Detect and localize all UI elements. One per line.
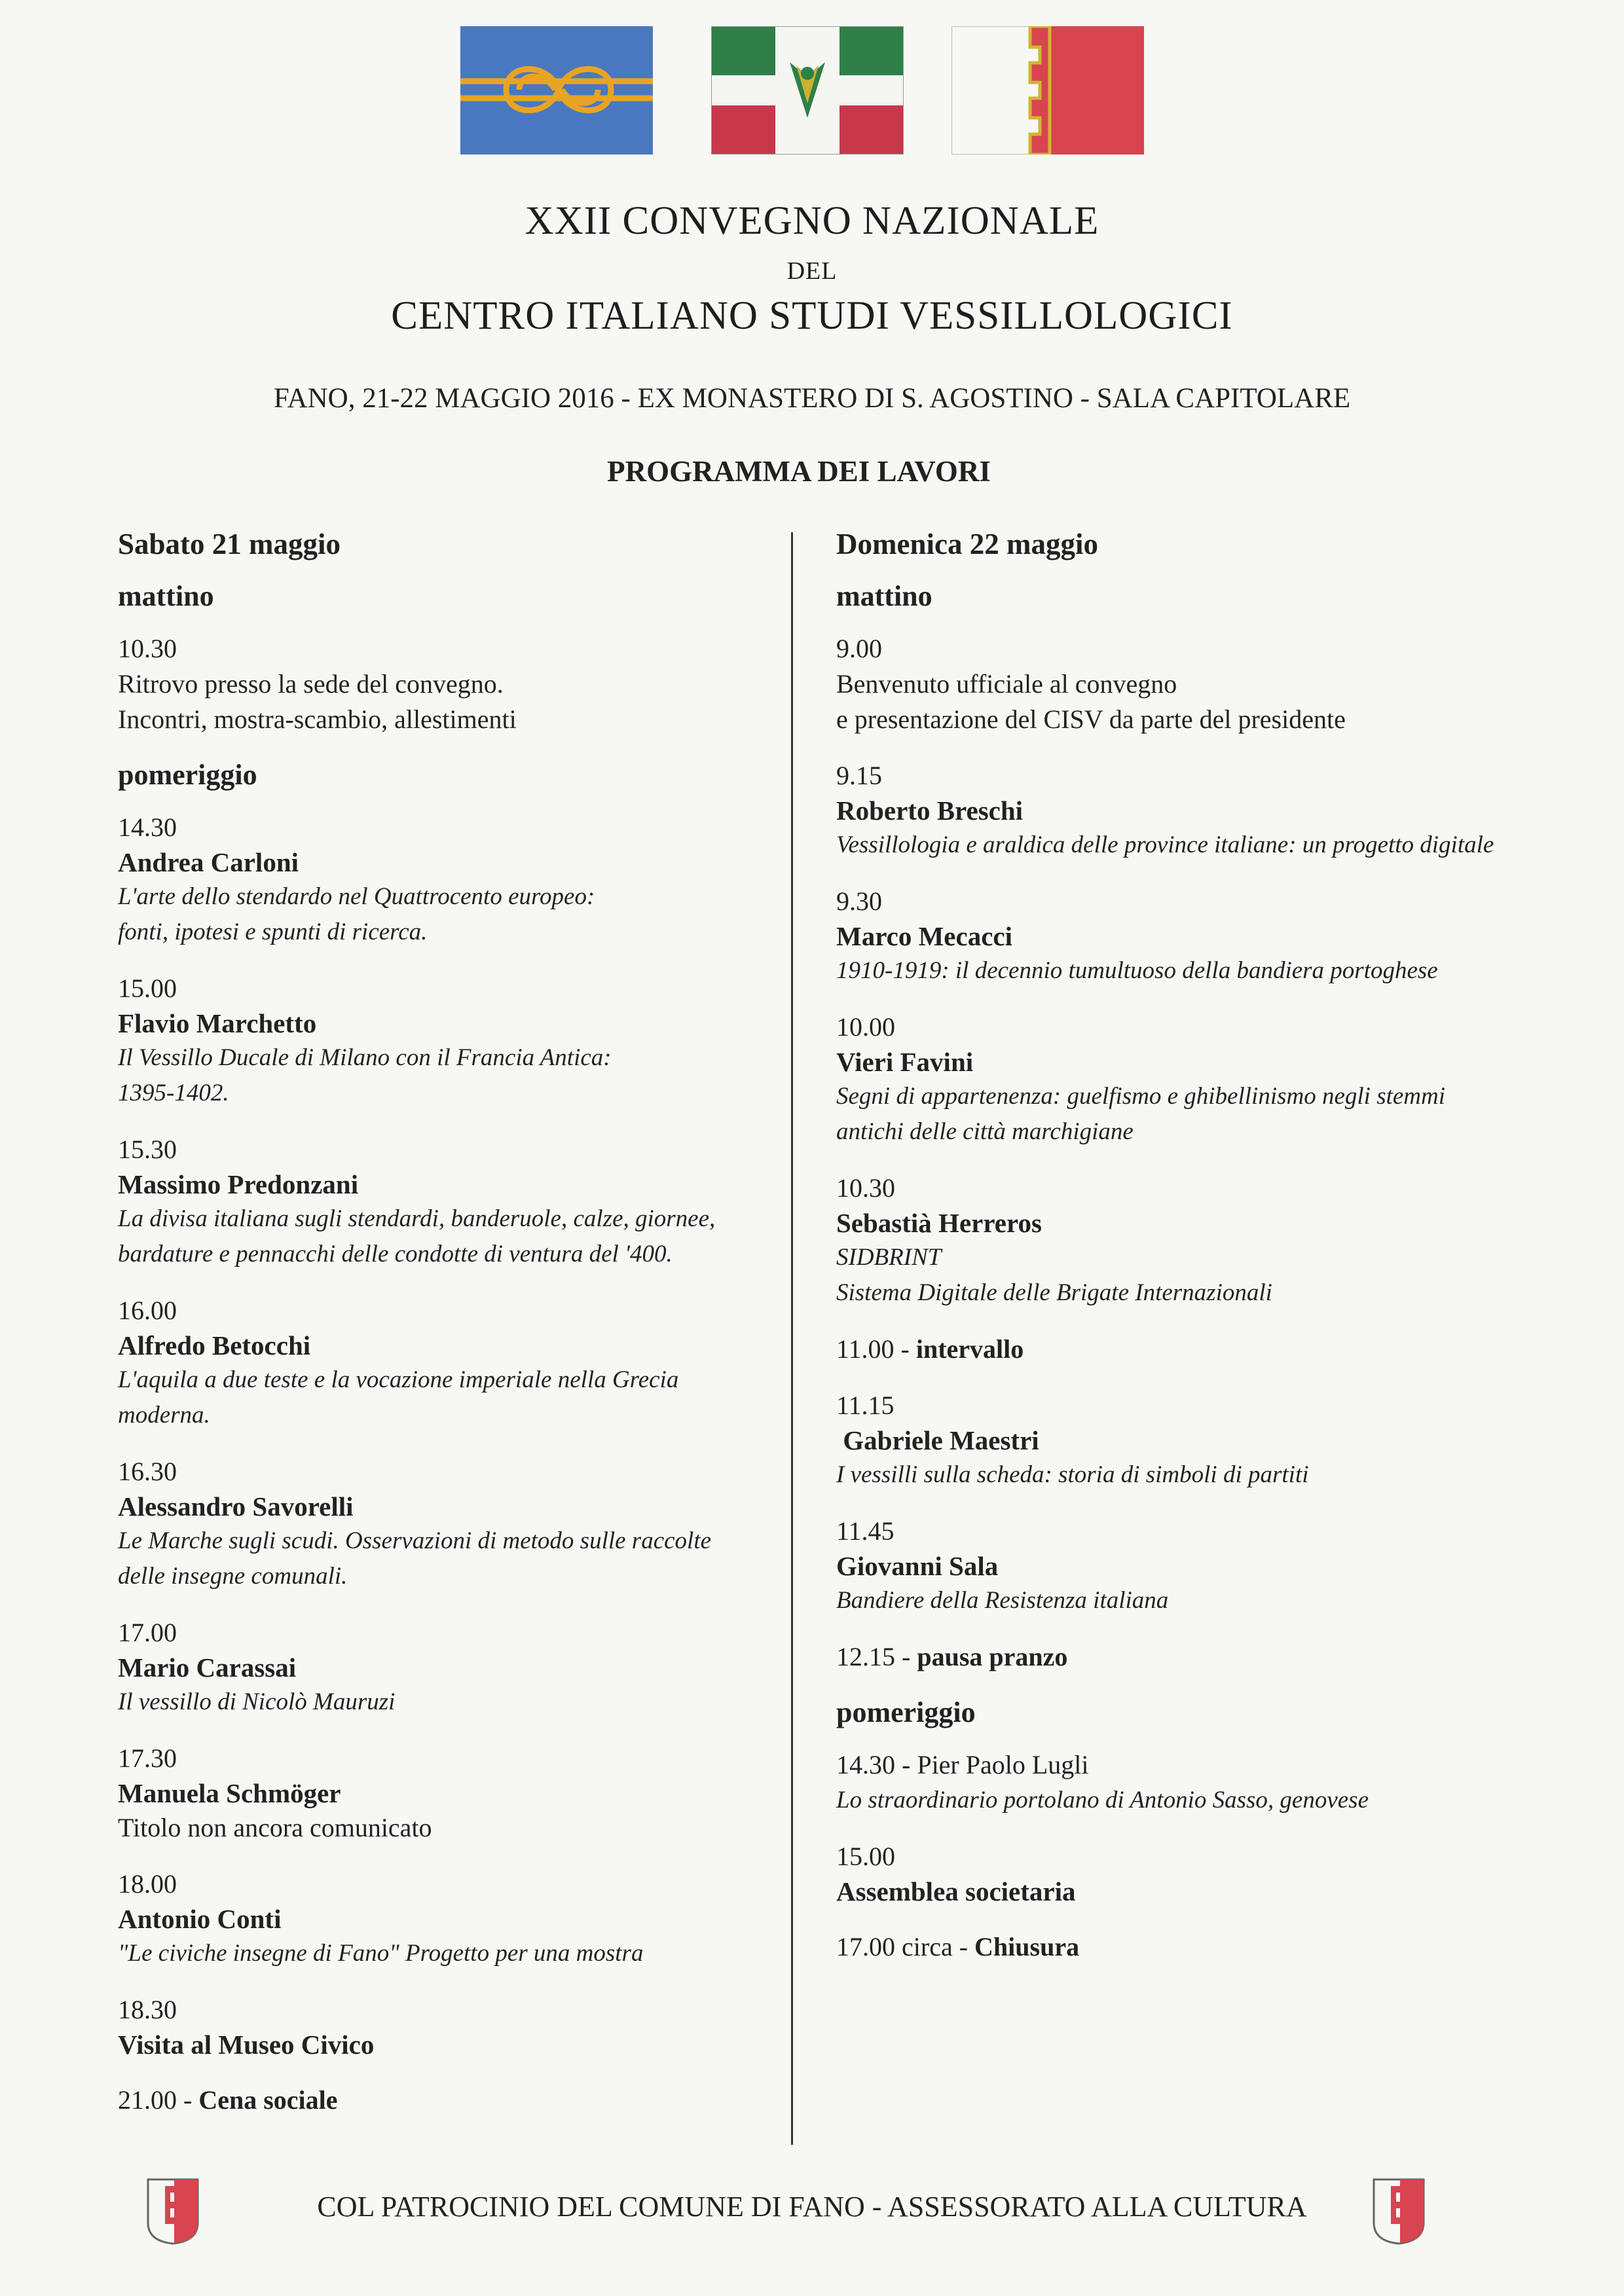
talk-time: 18.30 [118, 1995, 177, 2024]
talk-speaker: Marco Mecacci [836, 921, 1012, 951]
talk-title: Le Marche sugli scudi. Osservazioni di metodo sulle raccolte [118, 1527, 712, 1554]
conference-del: DEL [786, 257, 838, 285]
talk-title: moderna. [118, 1402, 210, 1429]
saturday-column [118, 527, 773, 2118]
talk-title: bardature e pennacchi delle condotte di ventura del '400. [118, 1241, 673, 1267]
break-line [836, 1332, 1576, 1367]
talk-time: 14.30 [118, 812, 177, 842]
talk-item [836, 1388, 1576, 1493]
talk-time: 16.30 [118, 1457, 177, 1486]
talk-title: 1910-1919: il decennio tumultuoso della bandiera portoghese [836, 957, 1438, 984]
footer-patronage: COL PATROCINIO DEL COMUNE DI FANO - ASSESSORATO ALLA CULTURA [317, 2191, 1307, 2223]
talk-item [118, 1867, 773, 1971]
talk-title: fonti, ipotesi e spunti di ricerca. [118, 919, 428, 945]
talk-title: I vessilli sulla scheda: storia di simboli di partiti [836, 1461, 1309, 1488]
talk-item [118, 1741, 773, 1846]
talk-item [118, 1293, 773, 1433]
talk-title: delle insegne comunali. [118, 1563, 348, 1590]
talk-item [836, 1514, 1576, 1618]
talk-time: 16.00 [118, 1296, 177, 1325]
sunday-morning-label: mattino [836, 580, 932, 612]
assembly-label: Assemblea societaria [836, 1876, 1076, 1906]
talk-title: Sistema Digitale delle Brigate Internazionali [836, 1279, 1272, 1306]
talk-title: La divisa italiana sugli stendardi, banderuole, calze, giornee, [118, 1205, 716, 1232]
talk-speaker: Giovanni Sala [836, 1551, 999, 1581]
event-line: e presentazione del CISV da parte del presidente [836, 704, 1346, 734]
talk-time: 15.00 [118, 974, 177, 1003]
fano-crest-icon [1371, 2177, 1426, 2245]
saturday-heading: Sabato 21 maggio [118, 528, 341, 560]
talk-speaker: Alessandro Savorelli [118, 1491, 354, 1522]
talk-item [836, 1171, 1576, 1311]
talk-time: 18.00 [118, 1869, 177, 1899]
talk-speaker: Mario Carassai [118, 1652, 297, 1683]
dinner-time: 21.00 - [118, 2085, 199, 2115]
talk-time: 11.45 [836, 1516, 895, 1546]
talk-speaker: Roberto Breschi [836, 795, 1024, 826]
organization-name: CENTRO ITALIANO STUDI VESSILLOLOGICI [391, 294, 1233, 338]
talk-title: Il Vessillo Ducale di Milano con il Francia Antica: [118, 1044, 612, 1071]
talk-title: Vessillologia e araldica delle province italiane: un progetto digitale [836, 831, 1494, 858]
talk-speaker: Massimo Predonzani [118, 1169, 359, 1199]
talk-title: 1395-1402. [118, 1080, 229, 1106]
talk-time: 9.30 [836, 886, 882, 916]
welcome-event [836, 631, 1576, 737]
talk-item [118, 810, 773, 950]
program-title: PROGRAMMA DEI LAVORI [607, 455, 991, 488]
talk-speaker: Flavio Marchetto [118, 1008, 317, 1038]
assembly-time: 15.00 [836, 1842, 895, 1871]
talk-time: 17.00 [118, 1618, 177, 1647]
sunday-column [836, 527, 1576, 1965]
talk-item [118, 1992, 773, 2062]
talk-title: Segni di appartenenza: guelfismo e ghibellinismo negli stemmi [836, 1083, 1446, 1110]
talk-time: 9.15 [836, 761, 882, 790]
italian-tricolor-emblem-flag-icon [711, 26, 904, 155]
talk-time: 10.30 [836, 1173, 895, 1203]
saturday-morning-event [118, 631, 773, 737]
savoy-knot-flag-icon [460, 26, 653, 155]
talk-speaker: Antonio Conti [118, 1904, 282, 1934]
talk-title: L'arte dello stendardo nel Quattrocento europeo: [118, 883, 595, 910]
assembly-event [836, 1839, 1576, 1908]
column-divider [791, 532, 793, 2145]
talk-title: Titolo non ancora comunicato [118, 1813, 432, 1842]
break-time: 11.00 - [836, 1334, 916, 1364]
event-time: 10.30 [118, 634, 177, 663]
lunch-line [836, 1639, 1576, 1675]
event-line: Incontri, mostra-scambio, allestimenti [118, 704, 517, 734]
talk-title: Bandiere della Resistenza italiana [836, 1587, 1169, 1614]
talk-item [836, 758, 1576, 863]
talk-title: Il vessillo di Nicolò Mauruzi [118, 1688, 396, 1715]
talk-speaker: Sebastià Herreros [836, 1208, 1042, 1238]
talk-title: SIDBRINT [836, 1244, 942, 1271]
dinner-label: Cena sociale [198, 2085, 338, 2115]
talk-title: L'aquila a due teste e la vocazione imperiale nella Grecia [118, 1366, 679, 1393]
saturday-morning-label: mattino [118, 580, 214, 612]
talk-item [118, 1454, 773, 1594]
event-line: Benvenuto ufficiale al convegno [836, 669, 1177, 699]
talk-item [118, 1615, 773, 1720]
talk-speaker: Andrea Carloni [118, 847, 299, 877]
talk-time: 15.30 [118, 1135, 177, 1164]
talk-title: antichi delle città marchigiane [836, 1118, 1134, 1145]
talk-item [118, 1132, 773, 1272]
venue-line: FANO, 21-22 MAGGIO 2016 - EX MONASTERO DI S. AGOSTINO - SALA CAPITOLARE [273, 383, 1351, 414]
talk-item [836, 1747, 1576, 1818]
closing-label: Chiusura [974, 1932, 1080, 1961]
talk-speaker: Manuela Schmöger [118, 1778, 341, 1808]
museum-visit: Visita al Museo Civico [118, 2030, 375, 2060]
talk-time: 11.15 [836, 1391, 895, 1420]
lunch-label: pausa pranzo [917, 1642, 1068, 1671]
talk-title: Lo straordinario portolano di Antonio Sasso, genovese [836, 1787, 1369, 1813]
talk-item [836, 884, 1576, 989]
event-time: 9.00 [836, 634, 882, 663]
talk-time: 17.30 [118, 1743, 177, 1773]
saturday-afternoon-label: pomeriggio [118, 759, 257, 791]
talk-speaker: Alfredo Betocchi [118, 1330, 311, 1360]
break-label: intervallo [915, 1334, 1024, 1364]
talk-item [118, 971, 773, 1111]
flags-row [0, 26, 1624, 157]
sunday-heading: Domenica 22 maggio [836, 528, 1098, 560]
conference-title: XXII CONVEGNO NAZIONALE [525, 199, 1099, 243]
talk-speaker: Vieri Favini [836, 1047, 974, 1077]
sunday-afternoon-label: pomeriggio [836, 1696, 976, 1728]
lunch-time: 12.15 - [836, 1642, 917, 1671]
talk-time-speaker: 14.30 - Pier Paolo Lugli [836, 1750, 1089, 1779]
event-line: Ritrovo presso la sede del convegno. [118, 669, 504, 699]
dinner-line [118, 2083, 773, 2118]
closing-time: 17.00 circa - [836, 1932, 975, 1961]
talk-title: "Le civiche insegne di Fano" Progetto per una mostra [118, 1940, 644, 1967]
talk-item [836, 1010, 1576, 1150]
closing-line [836, 1929, 1576, 1965]
talk-speaker: Gabriele Maestri [836, 1425, 1039, 1455]
talk-time: 10.00 [836, 1012, 895, 1042]
fano-white-red-flag-icon [951, 26, 1144, 155]
